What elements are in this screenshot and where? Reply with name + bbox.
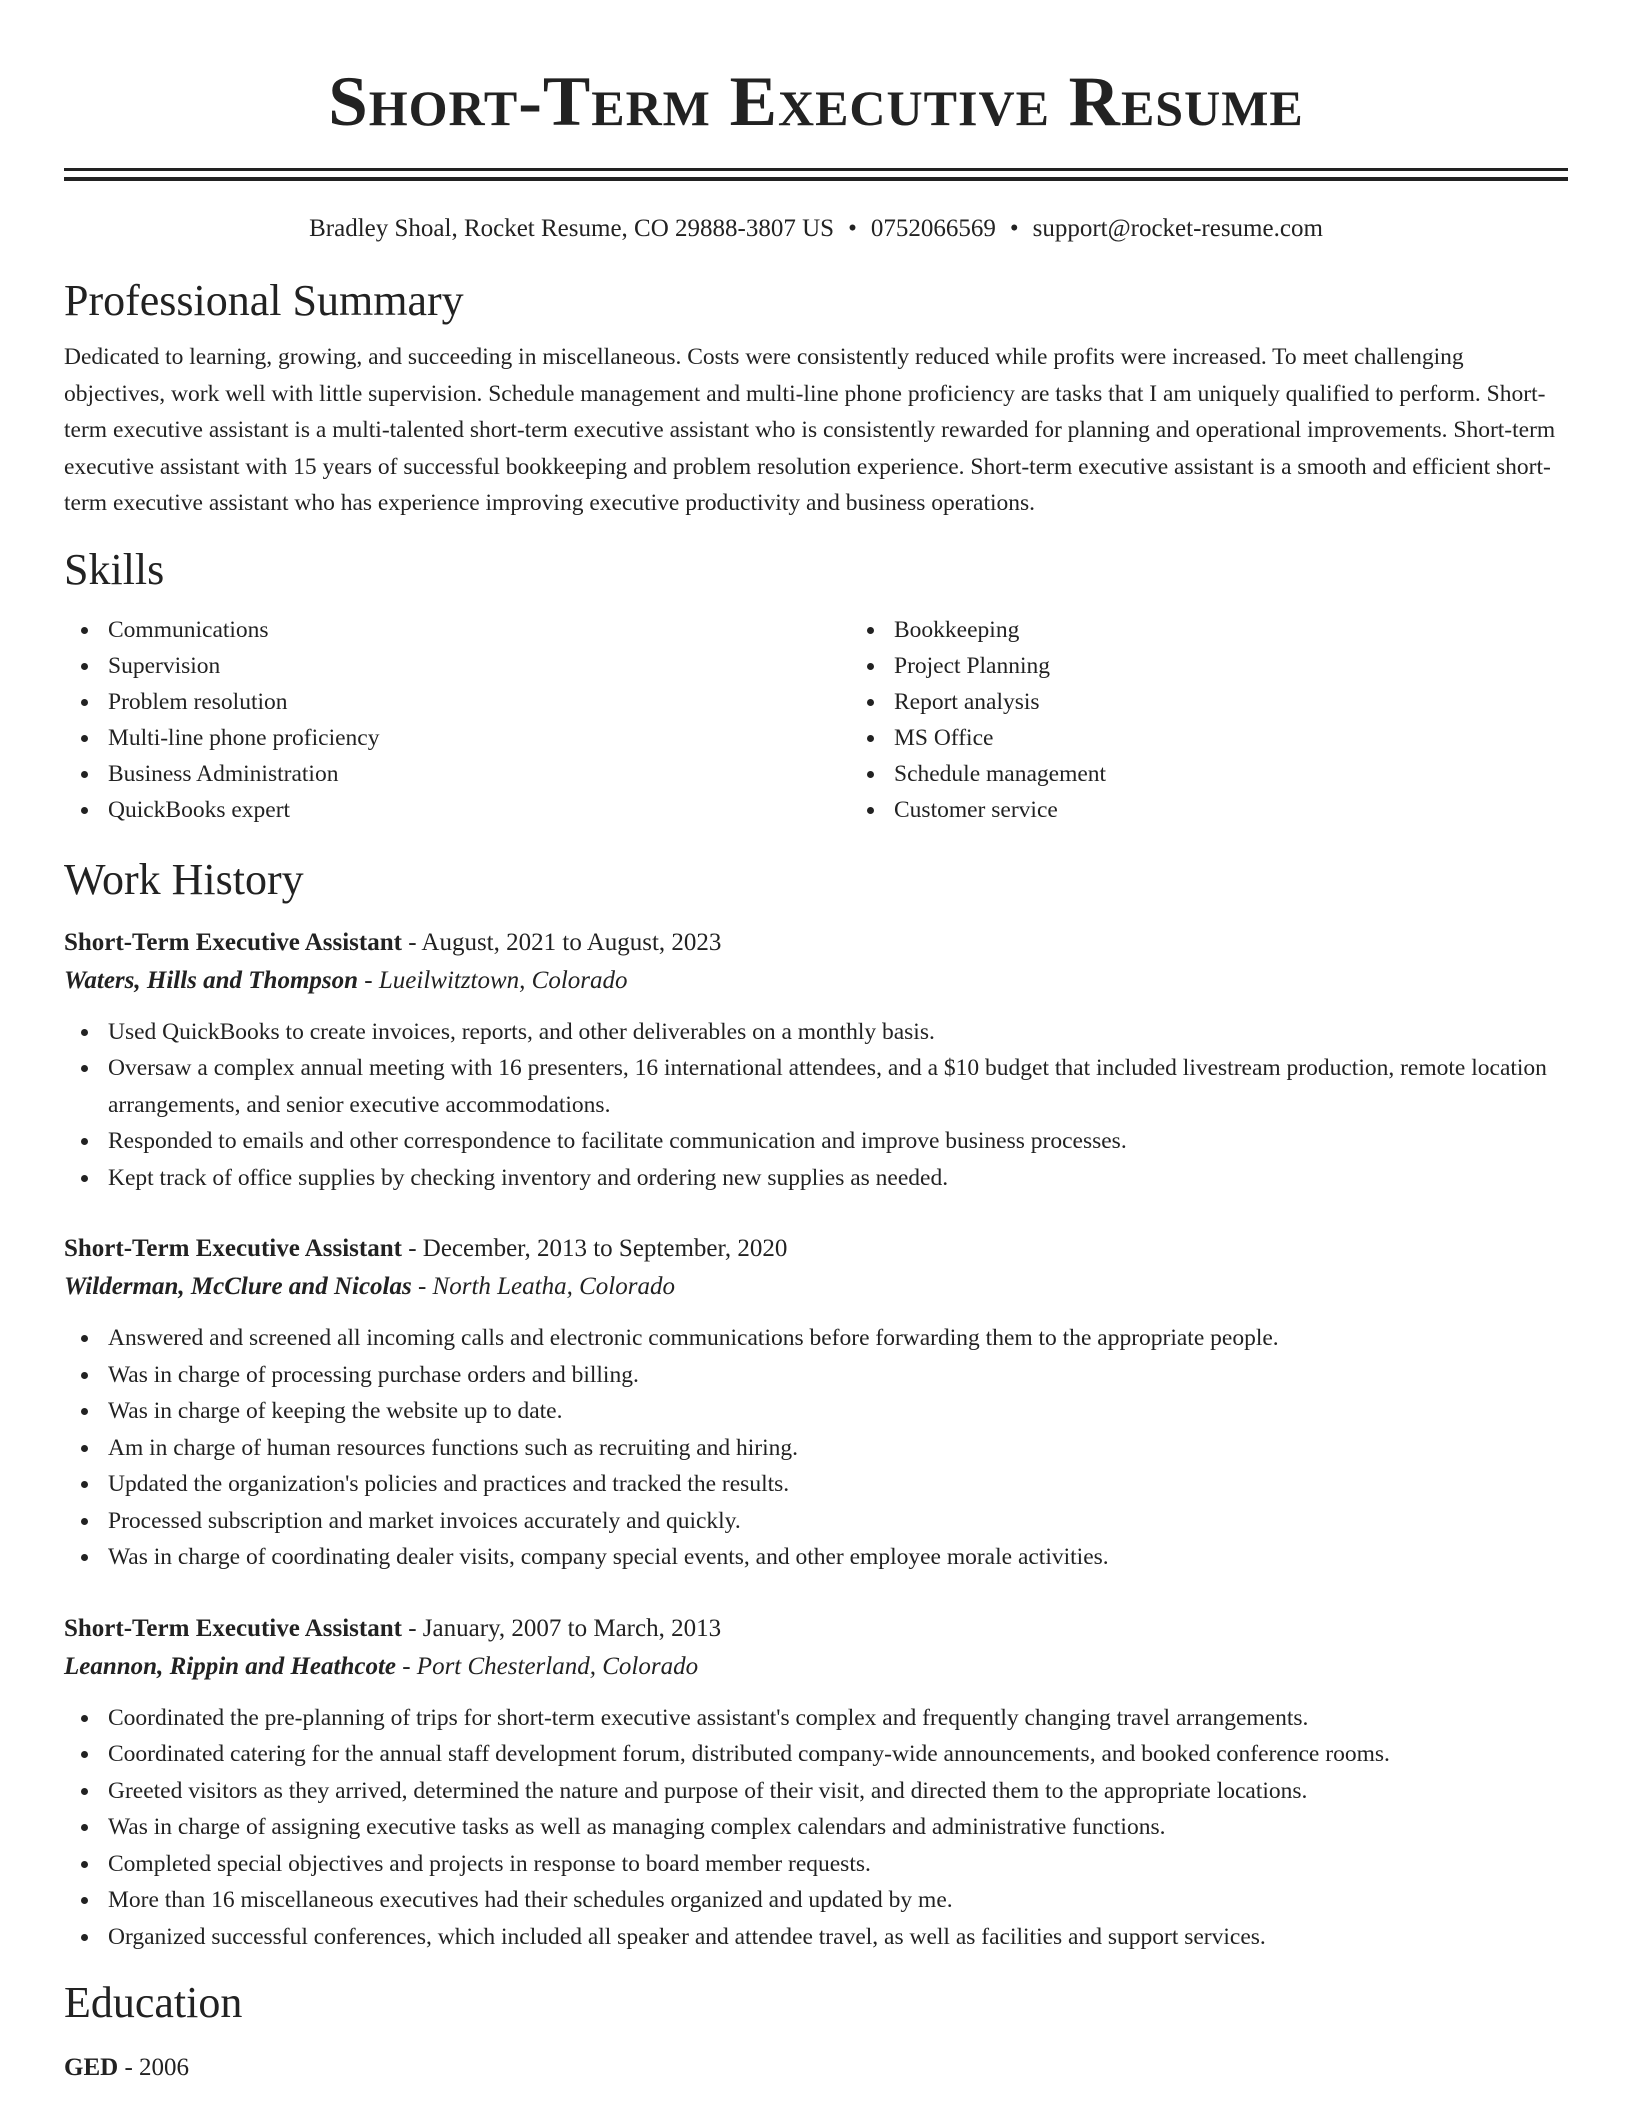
job-role: Short-Term Executive Assistant [64, 1614, 402, 1642]
job-title-line [64, 1610, 1568, 1648]
job-duty: Oversaw a complex annual meeting with 16 presenters, 16 international attendees, and a $10 budget that included livestream production, remote location arrangements, and senior executive accommodations. [108, 1050, 1568, 1123]
job-duty: Am in charge of human resources functions such as recruiting and hiring. [108, 1430, 1568, 1467]
job-location: - Lueilwitztown, Colorado [358, 966, 628, 994]
job-duty: Coordinated catering for the annual staff development forum, distributed company-wide announcements, and booked conference rooms. [108, 1736, 1568, 1773]
job-duty: Kept track of office supplies by checking inventory and ordering new supplies as needed. [108, 1160, 1568, 1197]
job-duty: Used QuickBooks to create invoices, reports, and other deliverables on a monthly basis. [108, 1014, 1568, 1051]
job-company: Leannon, Rippin and Heathcote [64, 1652, 396, 1680]
job-company: Wilderman, McClure and Nicolas [64, 1273, 412, 1300]
professional-summary-section [64, 275, 1568, 522]
job-duty: Processed subscription and market invoices accurately and quickly. [108, 1503, 1568, 1540]
skills-column-left [64, 612, 850, 828]
job-location: - Port Chesterland, Colorado [395, 1652, 699, 1680]
job-duty: Was in charge of keeping the website up to date. [108, 1393, 1568, 1430]
job-duty: Was in charge of assigning executive tasks as well as managing complex calendars and administrative functions. [108, 1809, 1568, 1846]
education-year: - 2006 [118, 2054, 190, 2081]
skill-item: Project Planning [894, 648, 1568, 684]
section-heading: Professional Summary [64, 276, 464, 325]
skills-grid [64, 612, 1568, 828]
skill-item: Problem resolution [108, 684, 850, 720]
job-duties-list [64, 1014, 1568, 1197]
skill-item: Customer service [894, 792, 1568, 828]
title-divider-top [64, 168, 1568, 171]
skill-item: Business Administration [108, 756, 850, 792]
skill-item: Supervision [108, 648, 850, 684]
job-role: Short-Term Executive Assistant [64, 1235, 402, 1262]
skill-item: Multi-line phone proficiency [108, 720, 850, 756]
job-duty: More than 16 miscellaneous executives had their schedules organized and updated by me. [108, 1882, 1568, 1919]
title-divider-bottom [64, 177, 1568, 181]
job-title-line [64, 924, 1568, 962]
section-heading: Education [64, 1978, 243, 2027]
job-duty: Completed special objectives and projects in response to board member requests. [108, 1846, 1568, 1883]
work-history-section [64, 854, 1568, 1956]
job-duty: Was in charge of processing purchase orders and billing. [108, 1357, 1568, 1394]
section-heading: Work History [64, 854, 304, 904]
skill-item: MS Office [894, 720, 1568, 756]
job-dates: - January, 2007 to March, 2013 [401, 1614, 722, 1642]
job-title-line [64, 1230, 1568, 1268]
job-employer-line [64, 962, 1568, 1000]
job-dates: - August, 2021 to August, 2023 [401, 928, 722, 956]
contact-separator: • [1009, 215, 1019, 242]
skill-item: Schedule management [894, 756, 1568, 792]
skill-item: Communications [108, 612, 850, 648]
job-duties-list [64, 1700, 1568, 1956]
contact-address: Bradley Shoal, Rocket Resume, CO 29888-3807 US [309, 215, 835, 242]
skill-item: Report analysis [894, 684, 1568, 720]
contact-separator: • [848, 215, 857, 242]
resume-title: Short-Term Executive Resume [328, 63, 1304, 141]
job-role: Short-Term Executive Assistant [64, 928, 402, 956]
job-entry [64, 1610, 1568, 1956]
job-employer-line [64, 1648, 1568, 1686]
contact-email: support@rocket-resume.com [1032, 215, 1323, 242]
job-entry [64, 924, 1568, 1197]
contact-phone: 0752066569 [870, 215, 996, 242]
job-duty: Answered and screened all incoming calls and electronic communications before forwarding them to the appropriate people. [108, 1320, 1568, 1357]
education-entry [64, 2049, 1568, 2087]
job-duty: Greeted visitors as they arrived, determined the nature and purpose of their visit, and directed them to the appropriate locations. [108, 1773, 1568, 1810]
education-degree: GED [64, 2054, 119, 2081]
job-duty: Responded to emails and other correspondence to facilitate communication and improve business processes. [108, 1123, 1568, 1160]
job-dates: - December, 2013 to September, 2020 [401, 1235, 788, 1262]
job-duty: Updated the organization's policies and practices and tracked the results. [108, 1466, 1568, 1503]
job-duty: Organized successful conferences, which included all speaker and attendee travel, as well as facilities and support services. [108, 1919, 1568, 1956]
summary-paragraph: Dedicated to learning, growing, and succeeding in miscellaneous. Costs were consistently reduced while profits were increased. To meet challenging objectives, work well with little supervision. Schedule management and multi-line phone proficiency are tasks that I am uniquely qualified to perform. Short-term executive assistant is a multi-talented short-term executive assistant who is consistently rewarded for planning and operational improvements. Short-term executive assistant with 15 years of successful bookkeeping and problem resolution experience. Short-term executive assistant is a smooth and efficient short-term executive assistant who has experience improving executive productivity and business operations. [64, 344, 1556, 516]
education-section [64, 1977, 1568, 2087]
job-duty: Coordinated the pre-planning of trips for short-term executive assistant's complex and frequently changing travel arrangements. [108, 1700, 1568, 1737]
skills-section [64, 544, 1568, 828]
skill-item: Bookkeeping [894, 612, 1568, 648]
contact-line [64, 213, 1568, 245]
job-duty: Was in charge of coordinating dealer visits, company special events, and other employee morale activities. [108, 1539, 1568, 1576]
job-duties-list [64, 1320, 1568, 1576]
skill-item: QuickBooks expert [108, 792, 850, 828]
skills-column-right [850, 612, 1568, 828]
job-company: Waters, Hills and Thompson [64, 966, 359, 994]
job-location: - North Leatha, Colorado [411, 1273, 675, 1300]
job-employer-line [64, 1268, 1568, 1306]
section-heading: Skills [64, 544, 165, 594]
job-entry [64, 1230, 1568, 1576]
